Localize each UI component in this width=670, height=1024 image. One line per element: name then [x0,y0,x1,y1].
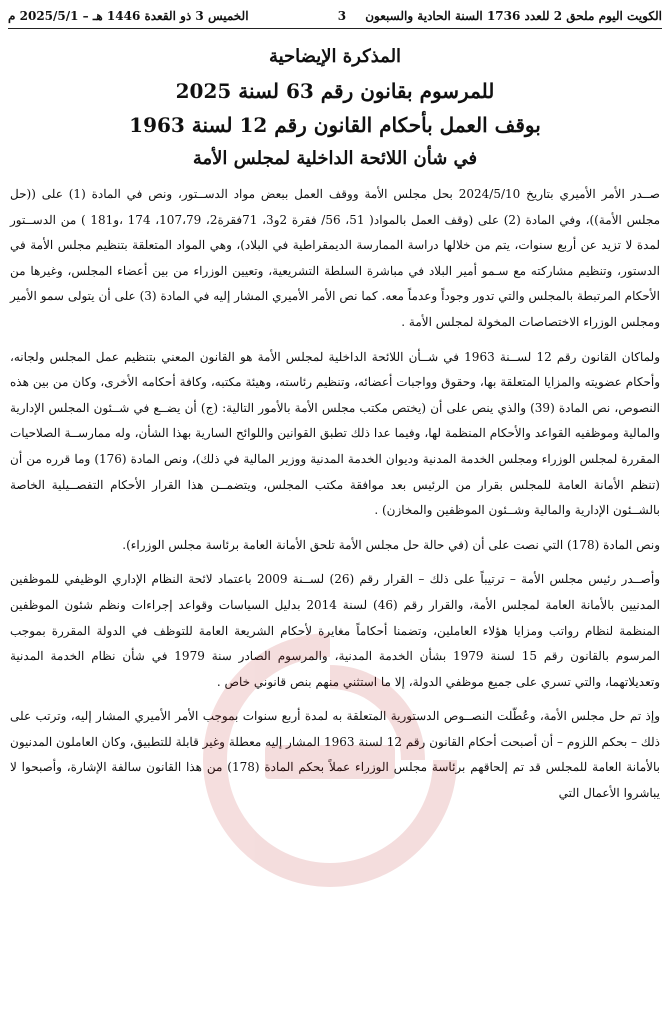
memo-title: المذكرة الإيضاحية [268,46,402,67]
memo-titles [0,40,670,176]
paragraph: ولماكان القانون رقم 12 لســنة 1963 في شــأن اللائحة الداخلية لمجلس الأمة هو القانون المعني بتنظيم عمل المجلس ولجانه، وأحكام عضويته والمزايا المتعلقة بها، وحقوق وواجبات أعضائه، وتنظيم رئاسته، وهيئة مكتبه، وكافة أحكامه الأخرى، وكان من بين هذه النصوص، نص المادة (39) والذي ينص على أن (يختص مكتب مجلس الأمة بالأمور التالية: (ج) أن يضــع في شــئون المجلس الإدارية والمالية وموظفيه القواعد والأحكام المنظمة لها، وفيما عدا ذلك تطبق القوانين واللوائح السارية بهذا الشأن، وله ممارســة الصلاحيات المقررة لمجلس الوزراء ومجلس الخدمة المدنية وديوان الخدمة المدنية ووزير المالية في ذلك)، ونص المادة (176) وما قرره من أن (تنظم الأمانة العامة للمجلس بقرار من الرئيس بعد موافقة مكتب المجلس، ويتضمــن هذا القرار الأحكام التفصــيلية الخاصة بالشــئون الإدارية والمالية وشــئون الموظفين والمخازن) . [10,349,660,518]
paragraph: وإذ تم حل مجلس الأمة، وعُطّلت النصــوص الدستورية المتعلقة به لمدة أربع سنوات بموجب الأمر الأميري المشار إليه، وترتب على ذلك – بحكم اللزوم – أن أصبحت أحكام القانون رقم 12 لسنة 1963 المشار إليه معطلة وغير قابلة للتطبيق، وكان العاملون المدنيون بالأمانة العامة للمجلس قد تم إلحاقهم برئاسة مجلس الوزراء عملاً بحكم المادة (178) من هذا القانون سالفة الإشارة، وأصبحوا لا يباشروا الأعمال التي [10,709,661,801]
paragraph: وأصــدر رئيس مجلس الأمة – ترتيباً على ذلك – القرار رقم (26) لســنة 2009 باعتماد لائحة النظام الإداري الوظيفي للموظفين المدنيين بالأمانة العامة لمجلس الأمة، والقرار رقم (46) لسنة 2014 بدليل السياسات وقواعد إجراءات ونظم شئون الموظفين المنظمة لنظام رواتب ومزايا هؤلاء العاملين، وتضمنا أحكاماً مغايرة لأحكام الشريعة العامة للتوظف في الدولة المقررة بموجب المرسوم بالقانون رقم 15 لسنة 1979 بشأن الخدمة المدنية، والمرسوم الصادر سنة 1979 في شأن نظام الخدمة المدنية وتعديلاتهما، والتي تسري على جميع موظفي الدولة، إلا ما استثني منهم بنص قانوني خاص . [10,572,661,689]
header-gazette-info: الكويت اليوم ملحق 2 للعدد 1736 السنة الحادية والسبعون [365,9,662,23]
decree-subject-continued: في شأن اللائحة الداخلية لمجلس الأمة [192,148,478,169]
page-number: 3 [337,9,347,23]
decree-title: للمرسوم بقانون رقم 63 لسنة 2025 [175,79,495,103]
paragraph: ونص المادة (178) التي نصت على أن (في حالة حل مجلس الأمة تلحق الأمانة العامة برئاسة مجلس الوزراء). [122,537,660,552]
header-date: الخميس 3 ذو القعدة 1446 هـ – 2025/5/1 م [8,9,249,23]
memo-body [10,182,660,816]
page-header [8,4,662,29]
paragraph: صــدر الأمر الأميري بتاريخ 2024/5/10 بحل مجلس الأمة ووقف العمل ببعض مواد الدســتور، ونص في المادة (1) على ((حل مجلس الأمة))، وفي المادة (2) على (وقف العمل بالمواد( 51، 56/ فقرة 2و3، 71فقرة2، 107،79، 174 ،و181 ) من الدســتور لمدة لا تزيد عن أربع سنوات، يتم من خلالها دراسة الممارسة الديمقراطية في البلاد)، وهي المواد المتعلقة بتنظيم مجلس الأمة في الدستور، وتنظيم مشاركته مع سـمو أمير البلاد في مباشرة السلطة التشريعية، وتعيين الوزراء من بين أعضاء المجلس، وغيرها من الأحكام المرتبطة بالمجلس والتي تدور وجوداً وعدماً معه. كما نص الأمر الأميري المشار إليه في المادة (3) على أن يتولى سمو الأمير ومجلس الوزراء الاختصاصات المخولة لمجلس الأمة . [10,187,661,329]
decree-subject: بوقف العمل بأحكام القانون رقم 12 لسنة 1963 [129,113,541,137]
